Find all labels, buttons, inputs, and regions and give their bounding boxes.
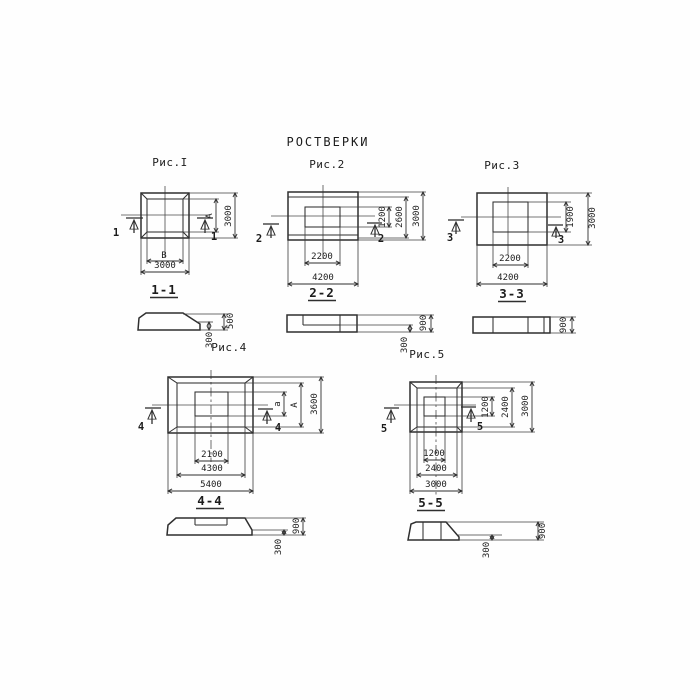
figure-1-plan <box>113 186 238 275</box>
fig1-section-total-height-label: 500 <box>226 312 236 330</box>
fig4-section-step-height-label: 300 <box>274 538 284 556</box>
figure-4-plan-dimensions <box>168 377 324 494</box>
fig2-inner-width-label: 2200 <box>311 252 333 262</box>
figure-1-caption: Рис.I <box>152 156 188 169</box>
fig5-inner-height-label: 1200 <box>481 396 491 418</box>
fig1-cut-number-left: 1 <box>112 227 120 239</box>
figure-1-section-outline <box>138 313 200 330</box>
figure-3-plan-dimensions <box>477 193 598 287</box>
fig4-outer-width-label: 5400 <box>200 480 222 490</box>
figure-5-plan <box>381 375 535 497</box>
fig2-section-total-height-label: 900 <box>419 314 429 332</box>
figure-3-caption: Рис.3 <box>484 159 520 172</box>
fig5-outer-width-label: 3000 <box>425 480 447 490</box>
drawing-title: РОСТВЕРКИ <box>286 135 370 149</box>
figure-2-plan <box>256 185 426 287</box>
fig1-outer-width-label: 3000 <box>154 261 176 271</box>
figure-4-section-dimensions <box>245 518 306 555</box>
figure-2 <box>256 158 434 353</box>
fig4-outer-height-label: 3600 <box>310 393 320 415</box>
figure-3-section <box>473 286 576 333</box>
fig2-outer-height-label: 3000 <box>412 205 422 227</box>
fig3-outer-height-label: 3000 <box>588 207 598 229</box>
figure-2-section-outline <box>287 315 357 332</box>
figure-4 <box>138 341 324 555</box>
fig5-mid-height-label: 2400 <box>501 396 511 418</box>
figure-2-caption: Рис.2 <box>309 158 345 171</box>
figure-3 <box>447 159 598 333</box>
figure-1-section-title: 1-1 <box>151 282 177 297</box>
figure-5-section-outline <box>408 522 459 540</box>
fig5-mid-width-label: 2400 <box>425 464 447 474</box>
fig4-section-total-height-label: 900 <box>292 517 302 535</box>
fig3-inner-height-label: 1900 <box>566 206 576 228</box>
fig3-cut-number-right: 3 <box>557 234 565 246</box>
figure-3-section-title: 3-3 <box>499 286 525 301</box>
fig3-inner-width-label: 2200 <box>499 254 521 264</box>
fig5-cut-number-right: 5 <box>476 421 484 433</box>
fig4-mid-width-label: 4300 <box>201 464 223 474</box>
figure-5-caption: Рис.5 <box>409 348 445 361</box>
figure-5 <box>381 348 548 558</box>
figure-3-plan-outline <box>477 193 547 245</box>
fig5-section-total-height-label: 900 <box>538 522 548 540</box>
fig4-cut-number-right: 4 <box>274 422 282 434</box>
fig2-inner-height-label: 1200 <box>378 206 388 228</box>
fig5-inner-width-label: 1200 <box>423 449 445 459</box>
figure-5-section <box>408 495 548 558</box>
figure-3-section-dimensions <box>550 317 576 333</box>
fig1-section-step-height-label: 300 <box>205 331 215 349</box>
fig3-section-total-height-label: 900 <box>559 316 569 334</box>
fig3-cut-number-left: 3 <box>446 232 454 244</box>
fig2-outer-width-label: 4200 <box>312 273 334 283</box>
figure-3-plan <box>447 187 598 287</box>
figure-4-section <box>167 493 306 555</box>
fig1-cut-number-right: 1 <box>210 231 218 243</box>
figure-4-cut-marks <box>138 408 281 434</box>
figure-5-plan-dimensions <box>410 382 535 494</box>
figure-4-caption: Рис.4 <box>211 341 247 354</box>
fig5-section-step-height-label: 300 <box>482 541 492 559</box>
figure-3-section-outline <box>473 317 550 333</box>
figure-2-cut-marks <box>256 223 384 245</box>
figure-5-cut-marks <box>381 407 483 435</box>
figure-4-plan <box>138 370 324 494</box>
fig3-outer-width-label: 4200 <box>497 273 519 283</box>
figure-2-section-title: 2-2 <box>309 285 335 300</box>
figure-5-section-dimensions <box>446 522 548 558</box>
fig1-inner-height-label: А <box>205 213 215 219</box>
fig2-cut-number-right: 2 <box>377 233 385 245</box>
fig2-cut-number-left: 2 <box>255 233 263 245</box>
fig4-inner-height-label: а <box>273 401 283 407</box>
figure-1 <box>113 156 238 348</box>
figure-4-section-outline <box>167 518 252 535</box>
fig5-cut-number-left: 5 <box>380 423 388 435</box>
figure-4-section-title: 4-4 <box>197 493 223 508</box>
figure-1-section <box>138 282 236 348</box>
figure-5-section-title: 5-5 <box>418 495 444 510</box>
fig2-mid-height-label: 2600 <box>395 206 405 228</box>
fig4-cut-number-left: 4 <box>137 421 145 433</box>
fig4-inner-width-label: 2100 <box>201 450 223 460</box>
fig1-outer-height-label: 3000 <box>224 205 234 227</box>
figure-2-section <box>287 285 434 353</box>
fig4-mid-height-label: А <box>290 402 300 408</box>
fig5-outer-height-label: 3000 <box>521 395 531 417</box>
fig2-section-step-height-label: 300 <box>400 336 410 354</box>
fig1-inner-width-label: В <box>161 251 167 261</box>
